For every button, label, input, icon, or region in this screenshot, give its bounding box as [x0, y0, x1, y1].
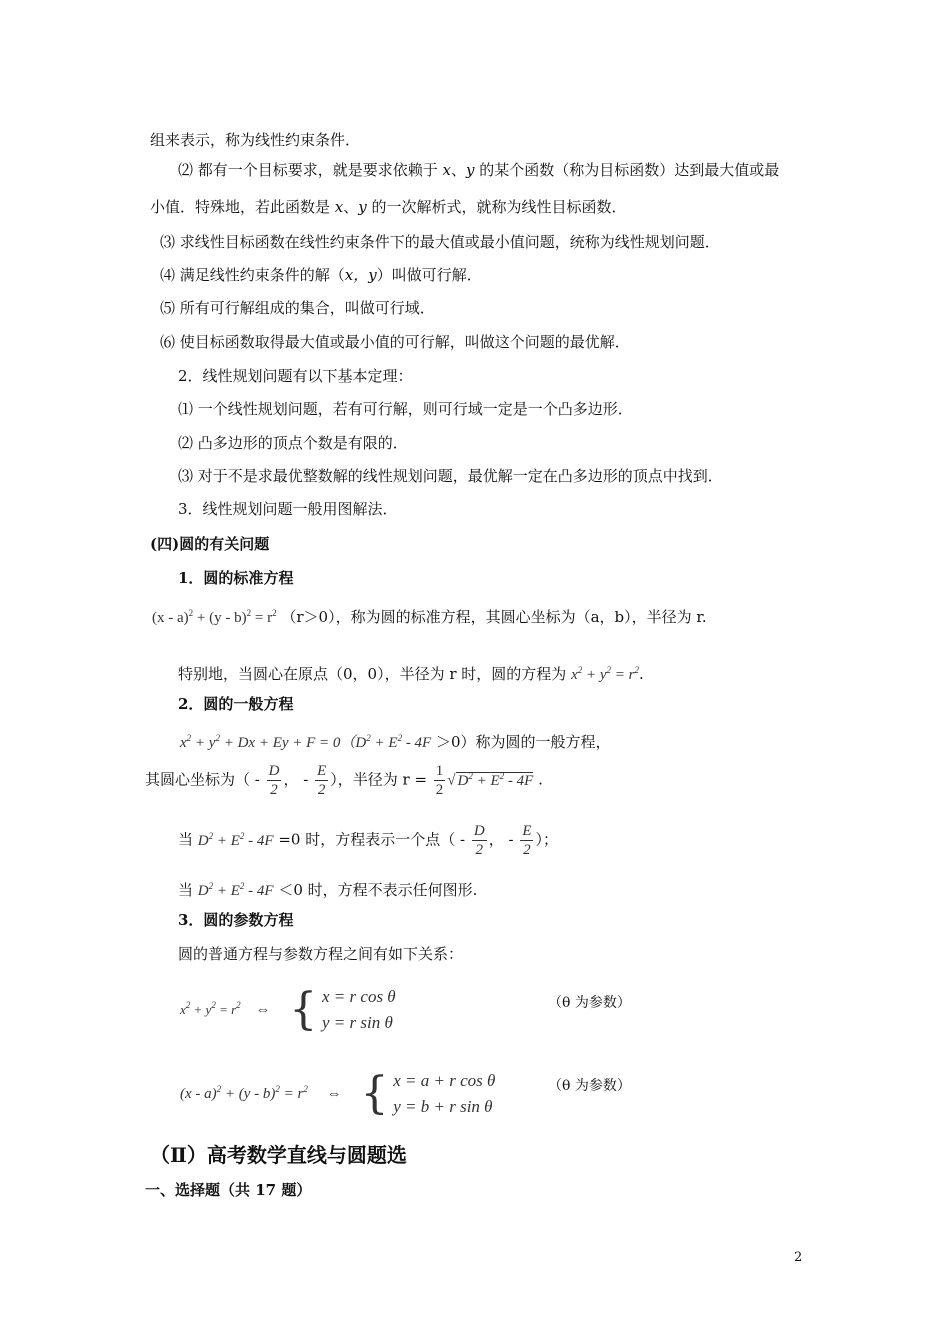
text-line: 圆的普通方程与参数方程之间有如下关系： — [178, 945, 464, 963]
parametric-system-general: $(x - a)^2 + (y - b)^2 = r^2$ ⇔ { x = a + r cos θ y = b + r sin θ — [180, 1068, 496, 1119]
text-line: 组来表示，称为线性约束条件． — [150, 131, 361, 149]
fraction-e-over-2: $\frac{E}{2}$ — [522, 823, 532, 858]
text-line: ⑷ 满足线性约束条件的解（x，y）叫做可行解． — [160, 266, 482, 284]
text-line: ⑴ 一个线性规划问题，若有可行解，则可行域一定是一个凸多边形． — [178, 400, 633, 418]
text-line: ⑶ 求线性目标函数在线性约束条件下的最大值或最小值问题，统称为线性规划问题． — [160, 233, 720, 251]
general-equation: $x^2 + y^2 + Dx + Ey + F = 0(D^2 + E^2 - 4F >0)$称为圆的一般方程， — [180, 733, 611, 751]
part-heading: （Ⅱ）高考数学直线与圆题选 — [150, 1143, 407, 1167]
left-brace: { — [360, 1068, 389, 1119]
text-line: ⑶ 对于不是求最优整数解的线性规划问题，最优解一定在凸多边形的顶点中找到． — [178, 467, 723, 485]
question-section-heading: 一、选择题（共 17 题） — [145, 1181, 312, 1199]
text-line: ⑵ 凸多边形的顶点个数是有限的． — [178, 434, 408, 452]
subsection-heading: 2．圆的一般方程 — [178, 695, 294, 713]
parametric-system-origin: $x^2 + y^2 = r^2$ ⇔ { x = r cos θ y = r sin θ — [180, 984, 396, 1035]
page-number: 2 — [794, 1250, 803, 1265]
parameter-note: （θ 为参数） — [548, 995, 631, 1011]
special-case-line: 特别地，当圆心在原点（0，0），半径为 r 时，圆的方程为 $x^2 + y^2 = r^2$. — [178, 665, 644, 683]
parameter-note: （θ 为参数） — [548, 1078, 631, 1094]
radical: $D^2 + E^2 - 4F$ — [457, 770, 534, 789]
fraction-e-over-2: $\frac{E}{2}$ — [317, 763, 327, 798]
text-line: ⑹ 使目标函数取得最大值或最小值的可行解，叫做这个问题的最优解． — [160, 333, 630, 351]
fraction-d-over-2: $\frac{D}{2}$ — [268, 763, 280, 798]
subsection-heading: 3．圆的参数方程 — [178, 911, 294, 929]
point-case-line: 当 $D^2 + E^2 - 4F =0$ 时，方程表示一个点（ - $\frac{D}{2}$ ， - $\frac{E}{2}$ ）； — [178, 823, 558, 858]
center-radius-line: 其圆心坐标为（ - $\frac{D}{2}$ ， - $\frac{E}{2}$ ），半径为 r = $\frac{1}{2}$ √ $D^2 + E^2 - 4F$ . — [145, 763, 543, 798]
text-line: 2．线性规划问题有以下基本定理： — [178, 367, 413, 385]
subsection-heading: 1．圆的标准方程 — [178, 569, 294, 587]
no-graph-line: 当 $D^2 + E^2 - 4F <0$ 时，方程不表示任何图形. — [178, 881, 478, 899]
left-brace: { — [289, 984, 318, 1035]
text-line: 3．线性规划问题一般用图解法． — [178, 500, 398, 518]
fraction-d-over-2: $\frac{D}{2}$ — [473, 823, 485, 858]
fraction-one-half: $\frac{1}{2}$ — [435, 763, 444, 798]
standard-equation: $(x - a)^2 + (y - b)^2 = r^2$ （r＞0），称为圆的标准方程，其圆心坐标为（a，b），半径为 r. — [152, 608, 707, 626]
text-line: ⑸ 所有可行解组成的集合，叫做可行域． — [160, 299, 435, 317]
text-line: 小值．特殊地，若此函数是 x、y 的一次解析式，就称为线性目标函数． — [150, 198, 627, 216]
text-line: ⑵ 都有一个目标要求，就是要求依赖于 x、y 的某个函数（称为目标函数）达到最大值或最 — [178, 161, 780, 179]
section-heading: (四)圆的有关问题 — [150, 535, 270, 553]
